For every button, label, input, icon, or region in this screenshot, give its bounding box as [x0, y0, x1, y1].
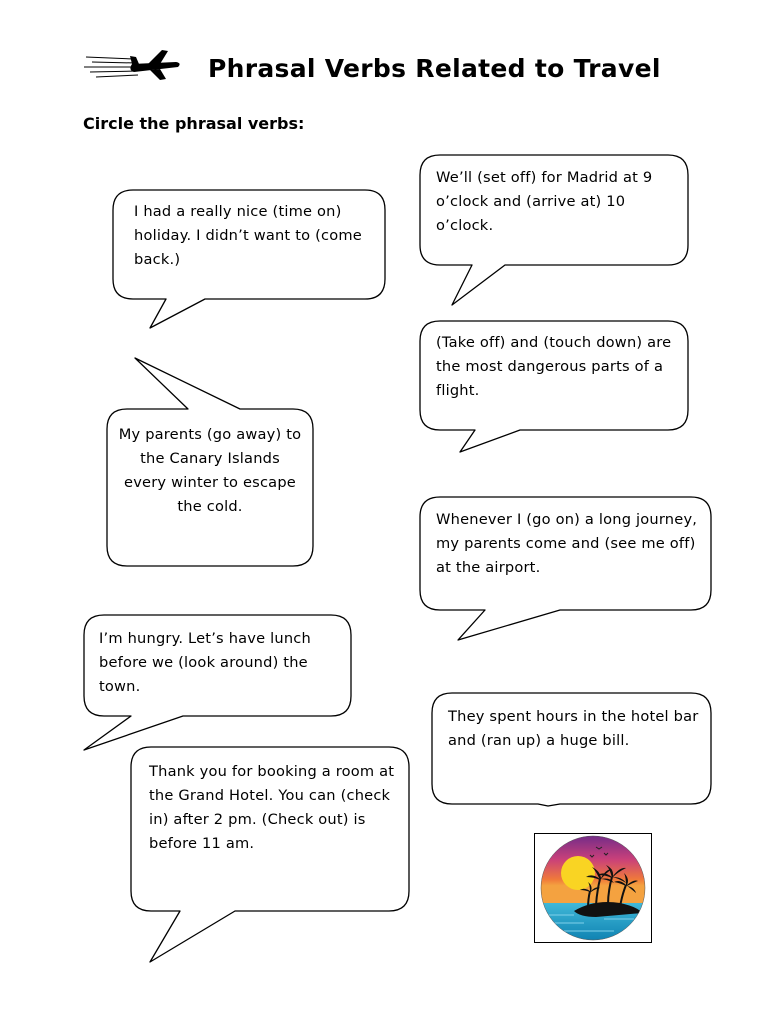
island-sunset-picture [534, 833, 652, 943]
bubble-text-5: Whenever I (go on) a long journey, my parents come and (see me off) at the airport. [436, 511, 698, 576]
bubble-text-1: I had a really nice (time on) holiday. I didn’t want to (come back.) [134, 203, 362, 268]
bubble-text-6: I’m hungry. Let’s have lunch before we (look around) the town. [99, 630, 311, 695]
bubble-text-4: My parents (go away) to the Canary Islands every winter to escape the cold. [118, 426, 302, 515]
bubble-text-8: Thank you for booking a room at the Grand Hotel. You can (check in) after 2 pm. (Check out) is before 11 am. [149, 763, 395, 852]
airplane-icon [82, 48, 184, 84]
bubble-text-2: We’ll (set off) for Madrid at 9 o’clock and (arrive at) 10 o’clock. [436, 169, 653, 234]
instruction-text: Circle the phrasal verbs: [83, 114, 305, 133]
bubble-text-7: They spent hours in the hotel bar and (ran up) a huge bill. [448, 708, 699, 749]
page-title: Phrasal Verbs Related to Travel [208, 54, 661, 83]
bubble-text-3: (Take off) and (touch down) are the most dangerous parts of a flight. [436, 334, 672, 399]
